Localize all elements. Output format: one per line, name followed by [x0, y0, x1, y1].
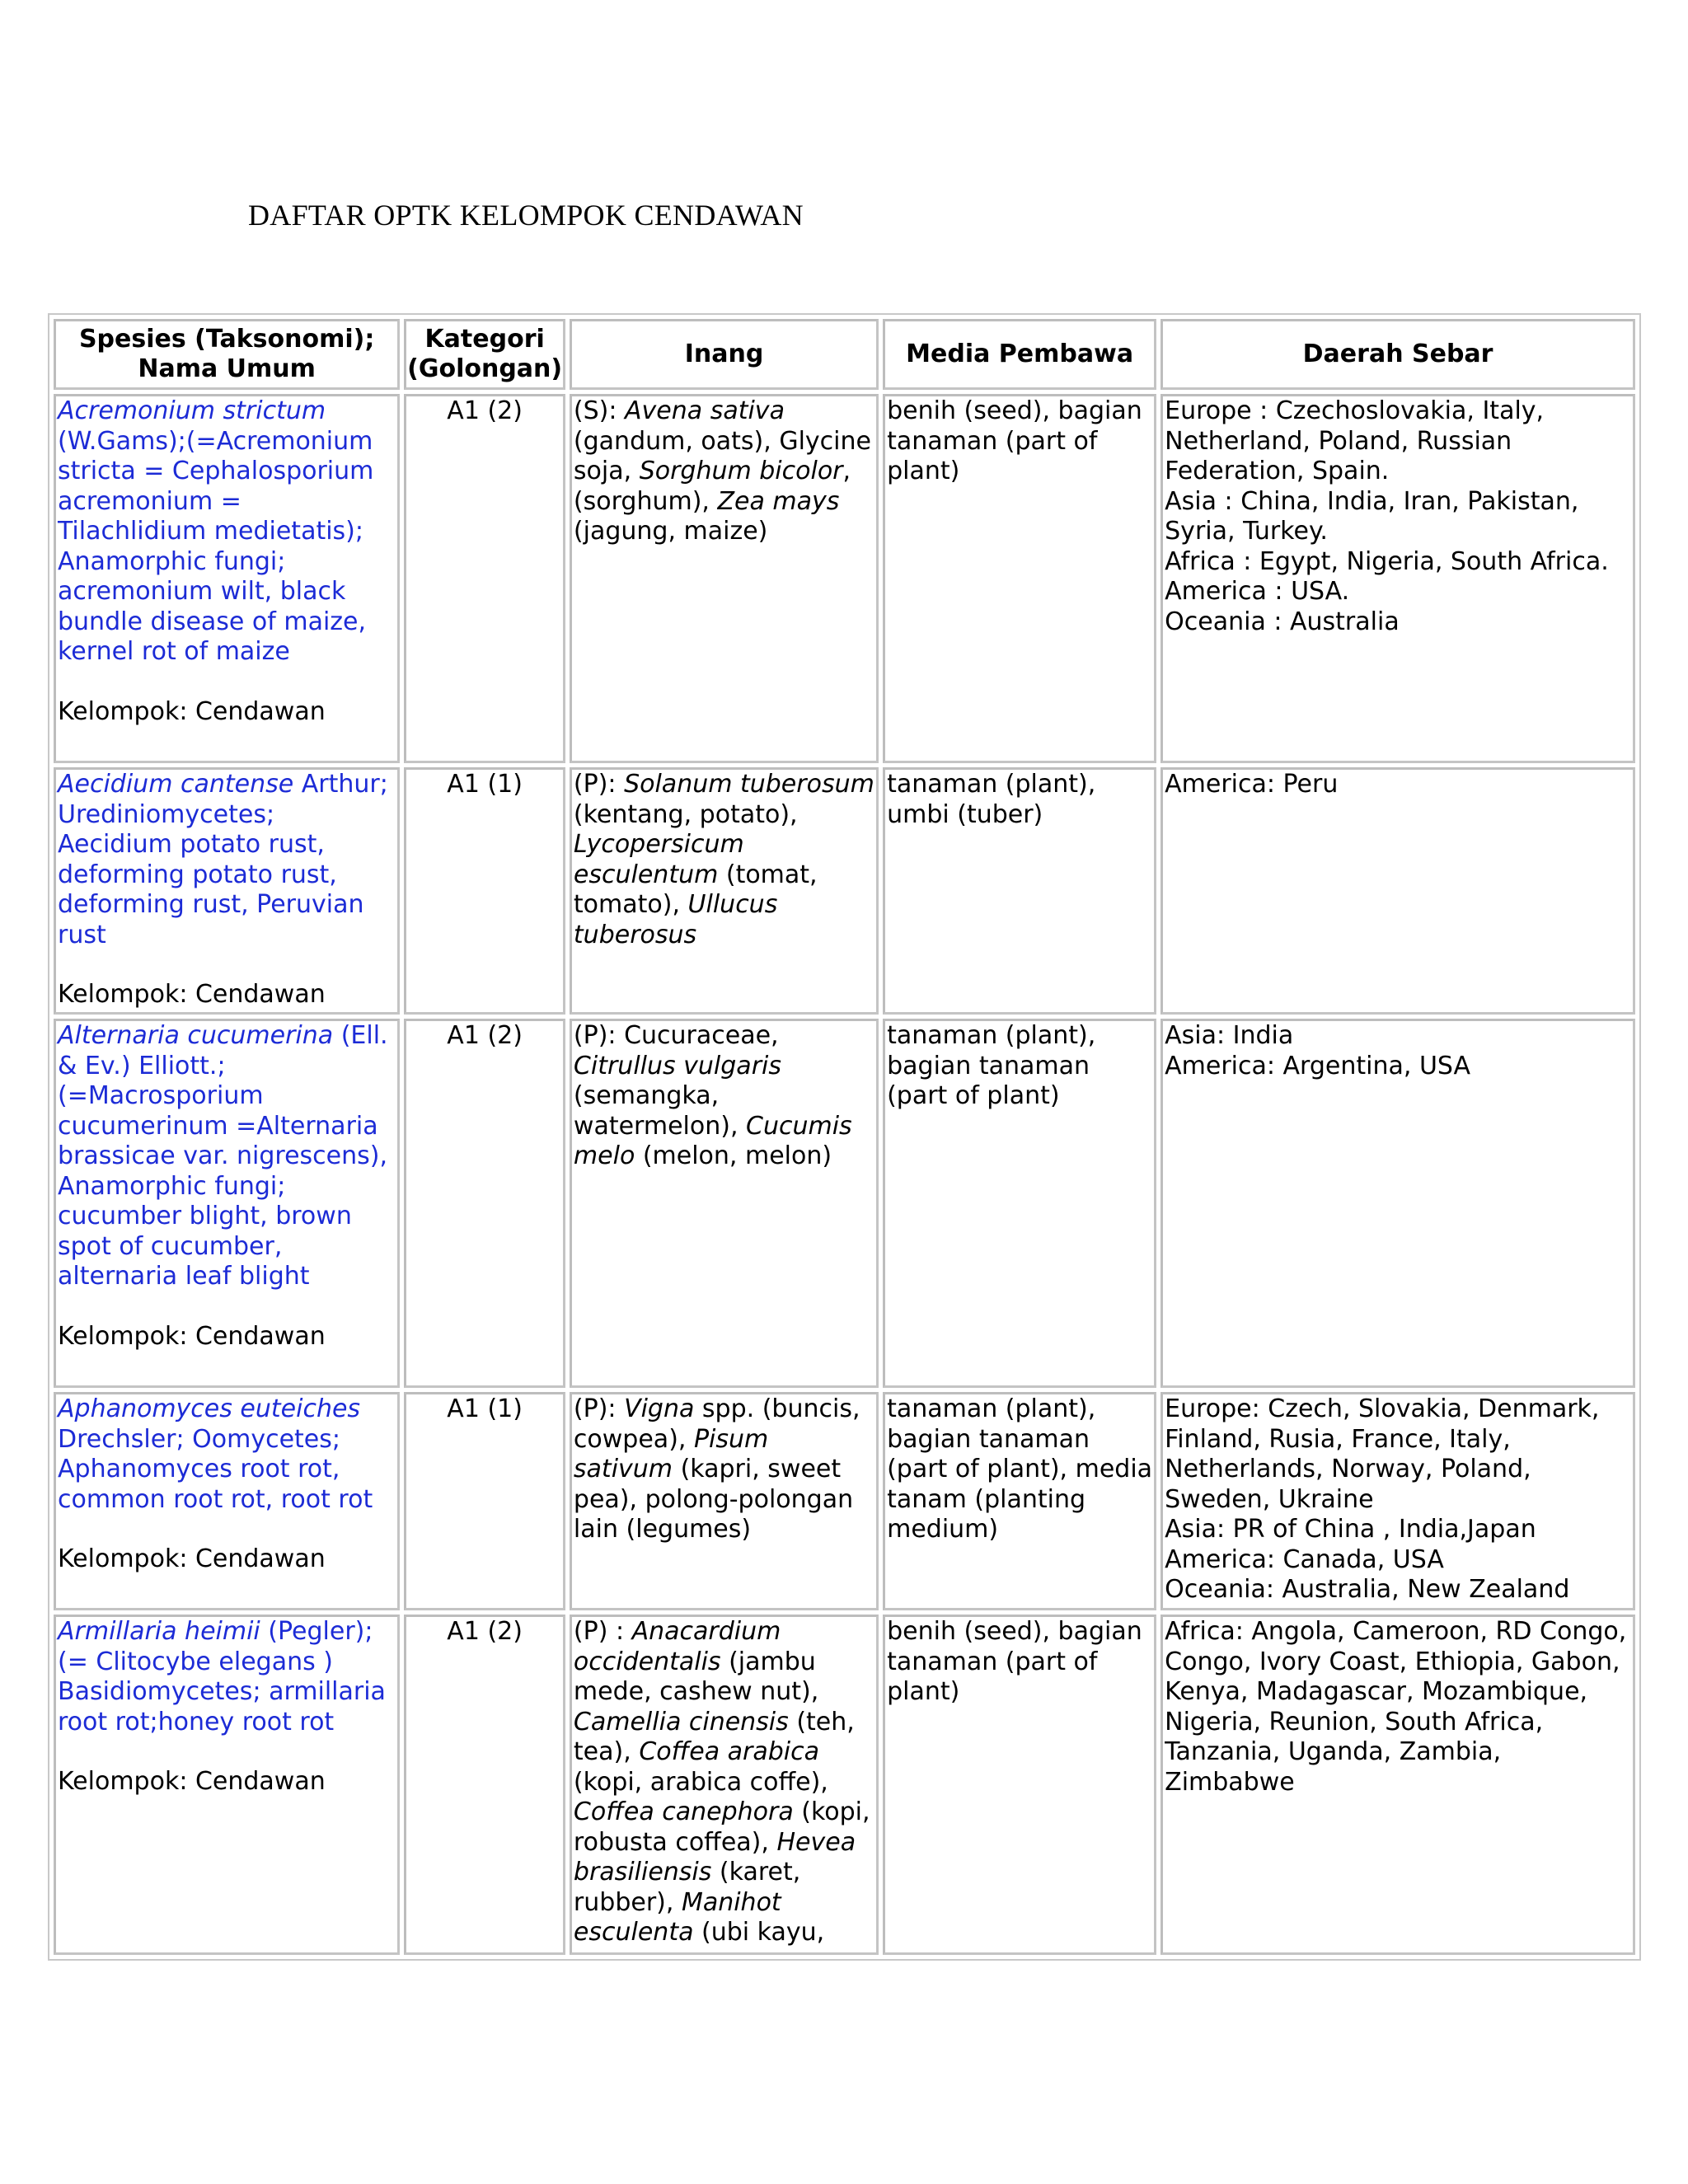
host-cell: (P): Vigna spp. (buncis, cowpea), Pisum sativum (kapri, sweet pea), polong-polongan lain (legumes) — [570, 1392, 879, 1610]
header-host: Inang — [570, 319, 879, 390]
header-row — [54, 319, 1635, 390]
category-cell: A1 (2) — [404, 1615, 565, 1955]
distribution-cell — [1160, 394, 1635, 763]
host-scientific-name: Avena sativa — [625, 396, 785, 425]
host-cell: (P) : Anacardium occidentalis (jambu mede, cashew nut), Camellia cinensis (teh, tea), Coffea arabica (kopi, arabica coffe), Coffea canephora (kopi, robusta coffea), Hevea brasiliensis (karet, rubber), Manihot esculenta (ubi kayu, — [570, 1615, 879, 1955]
host-cell: (P): Solanum tuberosum (kentang, potato), Lycopersicum esculentum (tomat, tomato), Ullucus tuberosus — [570, 767, 879, 1015]
group-label: Kelompok: Cendawan — [58, 1321, 326, 1351]
species-link[interactable] — [58, 1394, 373, 1514]
header-category: Kategori (Golongan) — [404, 319, 565, 390]
distribution-line: America: Argentina, USA — [1165, 1051, 1471, 1080]
category-cell: A1 (2) — [404, 394, 565, 763]
header-media: Media Pembawa — [883, 319, 1156, 390]
species-cell — [54, 1392, 400, 1610]
category-cell: A1 (1) — [404, 1392, 565, 1610]
distribution-line: Oceania : Australia — [1165, 607, 1400, 636]
distribution-line: Asia: India — [1165, 1021, 1294, 1050]
species-scientific-name: Aecidium cantense — [58, 770, 294, 799]
species-cell — [54, 767, 400, 1015]
host-scientific-name: Pisum sativum — [573, 1424, 769, 1483]
host-scientific-name: Coffea arabica — [639, 1737, 819, 1766]
species-scientific-name: Armillaria heimii — [58, 1617, 260, 1646]
species-scientific-name: Alternaria cucumerina — [58, 1021, 334, 1050]
table-row — [54, 1019, 1635, 1388]
host-scientific-name: Anacardium occidentalis — [573, 1617, 781, 1676]
group-label: Kelompok: Cendawan — [58, 980, 326, 1009]
distribution-line: Africa : Egypt, Nigeria, South Africa. — [1165, 546, 1609, 576]
host-scientific-name: Coffea canephora — [573, 1797, 794, 1826]
distribution-line: Europe : Czechoslovakia, Italy, Netherland, Poland, Russian Federation, Spain. — [1165, 396, 1545, 485]
table-row — [54, 767, 1635, 1015]
media-cell: tanaman (plant), bagian tanaman (part of plant) — [883, 1019, 1156, 1388]
distribution-cell — [1160, 1615, 1635, 1955]
species-link[interactable] — [58, 770, 388, 949]
media-cell: benih (seed), bagian tanaman (part of plant) — [883, 394, 1156, 763]
distribution-line: Asia : China, India, Iran, Pakistan, Syria, Turkey. — [1165, 486, 1579, 546]
distribution-cell — [1160, 1392, 1635, 1610]
distribution-cell — [1160, 767, 1635, 1015]
species-description: Drechsler; Oomycetes; Aphanomyces root rot, common root rot, root rot — [58, 1424, 373, 1514]
header-distribution: Daerah Sebar — [1160, 319, 1635, 390]
species-link[interactable] — [58, 1617, 386, 1736]
host-scientific-name: Cucumis melo — [573, 1111, 852, 1170]
host-scientific-name: Lycopersicum esculentum — [573, 830, 744, 889]
host-scientific-name: Camellia cinensis — [573, 1707, 789, 1736]
species-cell — [54, 1615, 400, 1955]
group-label: Kelompok: Cendawan — [58, 1767, 326, 1796]
host-scientific-name: Vigna — [624, 1394, 695, 1423]
table-row — [54, 394, 1635, 763]
distribution-line: America : USA. — [1165, 577, 1350, 606]
host-cell: (S): Avena sativa (gandum, oats), Glycine soja, Sorghum bicolor, (sorghum), Zea mays (jagung, maize) — [570, 394, 879, 763]
host-scientific-name: Hevea brasiliensis — [573, 1827, 856, 1886]
species-scientific-name: Acremonium strictum — [58, 396, 326, 425]
host-scientific-name: Zea mays — [717, 486, 840, 516]
page-title: DAFTAR OPTK KELOMPOK CENDAWAN — [248, 199, 804, 232]
host-scientific-name: Manihot esculenta — [573, 1887, 781, 1947]
media-cell: benih (seed), bagian tanaman (part of plant) — [883, 1615, 1156, 1955]
category-cell: A1 (2) — [404, 1019, 565, 1388]
species-description: Arthur; Urediniomycetes; Aecidium potato rust, deforming potato rust, deforming rust, Peruvian rust — [58, 770, 388, 949]
media-cell: tanaman (plant), bagian tanaman (part of plant), media tanam (planting medium) — [883, 1392, 1156, 1610]
table-row — [54, 1615, 1635, 1955]
species-link[interactable] — [58, 396, 373, 666]
species-description: (W.Gams);(=Acremonium stricta = Cephalosporium acremonium = Tilachlidium medietatis); Anamorphic fungi; acremonium wilt, black bundle disease of maize, kernel rot of maize — [58, 426, 374, 666]
host-cell: (P): Cucuraceae, Citrullus vulgaris (semangka, watermelon), Cucumis melo (melon, melon) — [570, 1019, 879, 1388]
media-cell: tanaman (plant), umbi (tuber) — [883, 767, 1156, 1015]
optk-table — [48, 313, 1641, 1961]
species-description: (Pegler); (= Clitocybe elegans ) Basidiomycetes; armillaria root rot;honey root rot — [58, 1617, 386, 1736]
group-label: Kelompok: Cendawan — [58, 696, 326, 726]
host-scientific-name: Citrullus vulgaris — [573, 1051, 781, 1080]
distribution-line: Africa: Angola, Cameroon, RD Congo, Congo, Ivory Coast, Ethiopia, Gabon, Kenya, Madagascar, Mozambique, Nigeria, Reunion, South Africa, Tanzania, Uganda, Zambia, Zimbabwe — [1165, 1617, 1627, 1797]
host-scientific-name: Ullucus tuberosus — [573, 890, 778, 949]
distribution-line: America: Canada, USA — [1165, 1544, 1444, 1574]
group-label: Kelompok: Cendawan — [58, 1544, 326, 1573]
distribution-line: Asia: PR of China , India,Japan — [1165, 1515, 1536, 1544]
category-cell: A1 (1) — [404, 767, 565, 1015]
species-description: (Ell. & Ev.) Elliott.; (=Macrosporium cucumerinum =Alternaria brassicae var. nigrescens), Anamorphic fungi; cucumber blight, brown spot of cucumber, alternaria leaf blight — [58, 1021, 388, 1291]
host-scientific-name: Sorghum bicolor — [639, 457, 843, 485]
distribution-line: Europe: Czech, Slovakia, Denmark, Finland, Rusia, France, Italy, Netherlands, Norway, Poland, Sweden, Ukraine — [1165, 1394, 1600, 1514]
table-row — [54, 1392, 1635, 1610]
distribution-line: America: Peru — [1165, 770, 1339, 799]
species-scientific-name: Aphanomyces euteiches — [58, 1394, 361, 1423]
host-scientific-name: Solanum tuberosum — [624, 770, 874, 799]
species-cell — [54, 394, 400, 763]
header-species: Spesies (Taksonomi); Nama Umum — [54, 319, 400, 390]
species-link[interactable] — [58, 1021, 388, 1291]
species-cell — [54, 1019, 400, 1388]
distribution-cell — [1160, 1019, 1635, 1388]
distribution-line: Oceania: Australia, New Zealand — [1165, 1575, 1570, 1604]
